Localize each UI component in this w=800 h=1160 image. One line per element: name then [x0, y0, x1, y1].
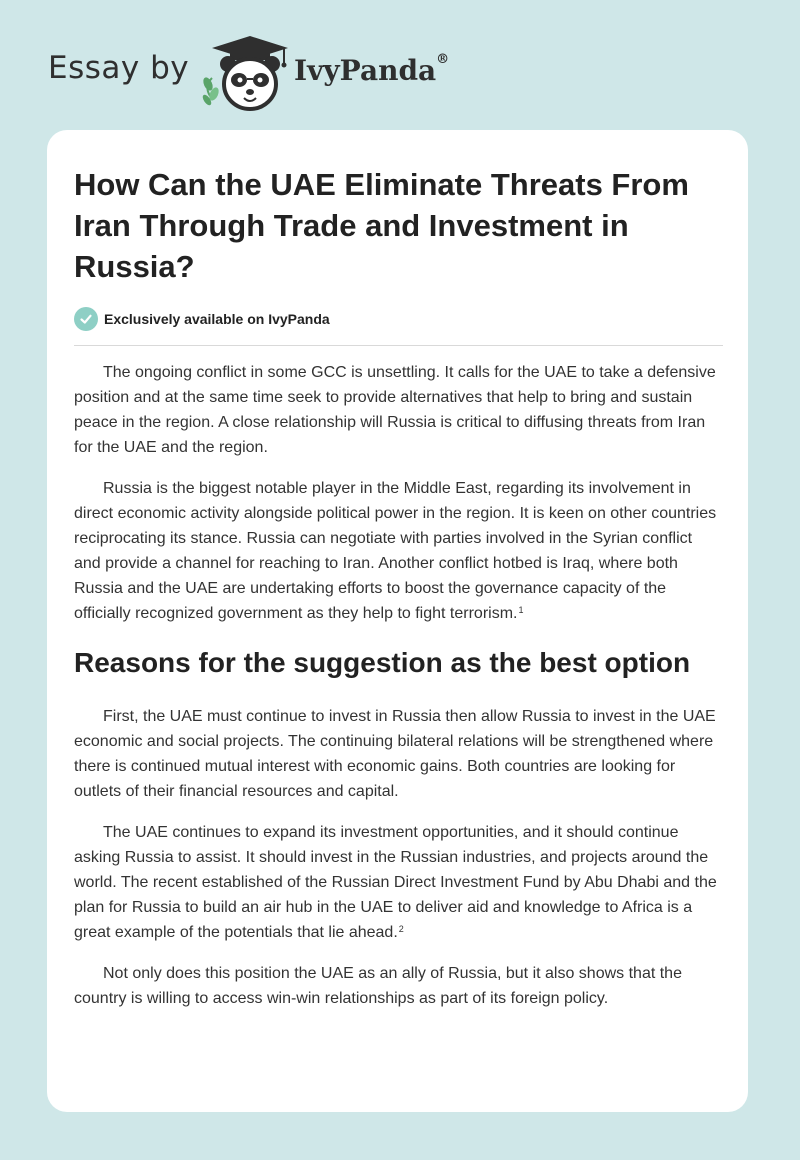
check-circle-icon	[74, 307, 98, 331]
article-body	[74, 360, 723, 1027]
paragraph	[74, 360, 723, 460]
registered-mark: ®	[436, 52, 450, 67]
section-heading: Reasons for the suggestion as the best option	[74, 647, 691, 678]
paragraph	[74, 476, 723, 626]
exclusive-badge	[74, 306, 330, 332]
paragraph-text: First, the UAE must continue to invest in Russia then allow Russia to invest in the UAE economic and social projects. The continuing bilateral relations will be strengthened where there is continued mutual interest with economic gains. Both countries are looking for outlets of their financial resources and capital.	[74, 708, 716, 800]
divider	[74, 345, 723, 346]
panda-graduate-logo-icon[interactable]	[200, 34, 292, 114]
article-title: How Can the UAE Eliminate Threats From Iran Through Trade and Investment in Russia?	[74, 167, 689, 284]
paragraph	[74, 820, 723, 945]
footnote-ref[interactable]: 1	[518, 605, 524, 615]
paragraph	[74, 704, 723, 804]
paragraph-text: Russia is the biggest notable player in the Middle East, regarding its involvement in direct economic activity alongside political power in the region. It is keen on other countries reciprocating its stance. Russia can negotiate with parties involved in the Syrian conflict and provide a channel for reaching to Iran. Another conflict hotbed is Iraq, where both Russia and the UAE are undertaking efforts to boost the governance capacity of the officially recognized government as they help to fight terrorism.	[74, 480, 717, 622]
paragraph-text: The UAE continues to expand its investment opportunities, and it should continue asking Russia to assist. It should invest in the Russian industries, and projects around the world. The recent established of the Russian Direct Investment Fund by Abu Dhabi and the plan for Russia to build an air hub in the UAE to deliver aid and knowledge to Africa is a great example of the potentials that lie ahead.	[74, 824, 717, 941]
brand-name[interactable]	[294, 54, 449, 87]
paragraph-text: The ongoing conflict in some GCC is unsettling. It calls for the UAE to take a defensive position and at the same time seek to provide alternatives that help to bring and sustain peace in the region. A close relationship will Russia is critical to diffusing threats from Iran for the UAE and the region.	[74, 364, 716, 456]
footnote-ref[interactable]: 2	[398, 924, 404, 934]
essay-by-label: Essay by	[48, 50, 190, 86]
paragraph	[74, 961, 723, 1011]
brand-label: IvyPanda	[294, 54, 437, 87]
article-card	[47, 130, 748, 1112]
exclusive-badge-label: Exclusively available on IvyPanda	[104, 311, 330, 327]
site-header	[48, 30, 648, 120]
paragraph-text: Not only does this position the UAE as an ally of Russia, but it also shows that the country is willing to access win-win relationships as part of its foreign policy.	[74, 965, 682, 1007]
